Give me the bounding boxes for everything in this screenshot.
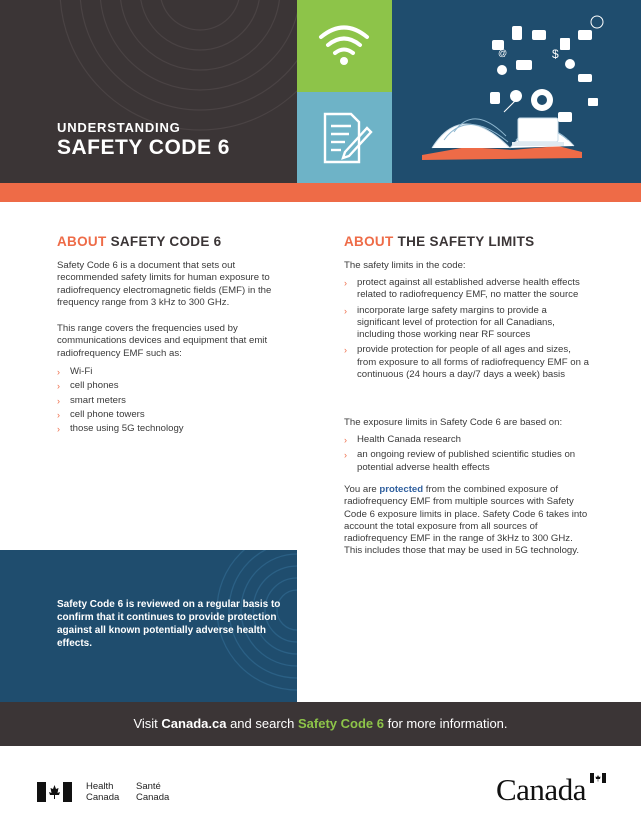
svg-text:$: $ [552, 47, 559, 61]
page-title: SAFETY CODE 6 [57, 136, 230, 159]
svg-text:@: @ [498, 48, 508, 58]
protected-paragraph: You are protected from the combined exposure of radiofrequency EMF from multiple sources with Safety Code 6 exposure limits in place. Safety Code 6 takes into account the total exposure from all sources of radiofrequency EMF in the range of 3kHz to 300 GHz. This includes those that may be used in 5G technology. [344, 484, 588, 557]
list-item: › cell phone towers [57, 408, 145, 420]
list-item: › an ongoing review of published scientific studies on potential adverse health effects [344, 449, 576, 473]
canada-ca-link[interactable]: Canada.ca [161, 716, 227, 731]
list-item: › provide protection for people of all ages and sizes, from exposure to all forms of radiofrequency EMF on a continuous (24 hours a day/7 days a week) basis [344, 344, 589, 381]
header-kicker: UNDERSTANDING [57, 120, 181, 135]
book-devices-illustration [392, 0, 641, 183]
based-intro: The exposure limits in Safety Code 6 are based on: [344, 417, 563, 428]
wifi-tile [297, 0, 392, 92]
canada-wordmark: Canada [496, 772, 586, 807]
footer-visit-band: Visit Canada.ca and search Safety Code 6 for more information. [0, 702, 641, 746]
list-item: › incorporate large safety margins to provide a significant level of protection for all Canadians, including those working near RF sources [344, 304, 555, 341]
wordmark-flag-icon [590, 773, 606, 783]
orange-divider-band [0, 183, 641, 202]
based-list [344, 434, 589, 477]
callout-text: Safety Code 6 is reviewed on a regular basis to confirm that it continues to provide protection against all known potentially adverse health effects. [57, 599, 281, 649]
list-item: › cell phones [57, 380, 119, 392]
about-code-para1: Safety Code 6 is a document that sets out recommended safety limits for human exposure to radiofrequency electromagnetic fields (EMF) in the frequency range from 3 kHz to 300 GHz. [57, 260, 272, 308]
list-item: › those using 5G technology [57, 423, 184, 435]
about-limits-heading: ABOUT THE SAFETY LIMITS [344, 234, 535, 249]
limits-intro: The safety limits in the code: [344, 260, 466, 271]
search-term: Safety Code 6 [298, 716, 384, 731]
list-item: › protect against all established adverse health effects related to radiofrequency EMF, no matter the source [344, 277, 580, 301]
canada-flag-icon [37, 782, 72, 802]
list-item: › smart meters [57, 394, 126, 406]
limits-list [344, 277, 589, 384]
list-item: › Wi-Fi [57, 366, 93, 377]
about-code-heading: ABOUT SAFETY CODE 6 [57, 234, 222, 249]
document-tile [297, 92, 392, 183]
document-pen-icon [297, 92, 392, 183]
devices-book-tile [392, 0, 641, 183]
sante-canada-fr: Santé Canada [136, 781, 170, 803]
health-canada-en: Health Canada [86, 781, 120, 803]
wifi-icon [297, 0, 392, 92]
list-item: › Health Canada research [344, 434, 461, 445]
device-list [57, 366, 287, 437]
about-code-para2: This range covers the frequencies used by communications devices and equipment that emit radiofrequency EMF such as: [57, 323, 268, 359]
